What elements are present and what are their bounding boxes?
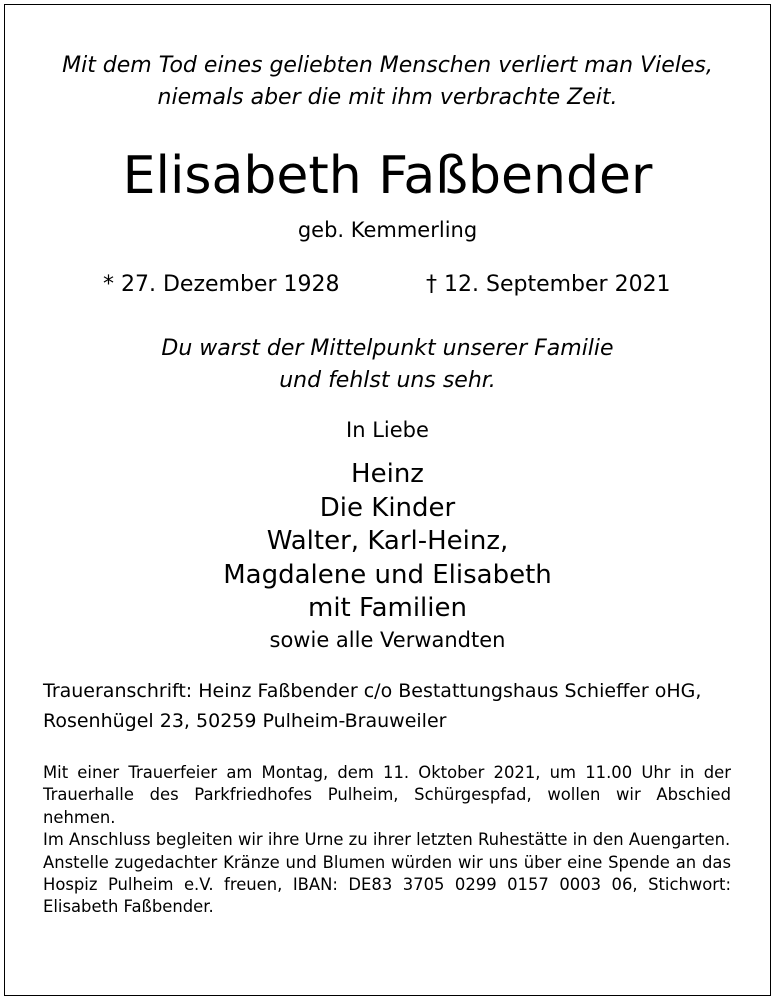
memorial-quote	[0, 333, 775, 397]
burial-paragraph: Im Anschluss begleiten wir ihre Urne zu ihrer letzten Ruhestätte in den Auengarten.	[43, 830, 731, 850]
in-love-intro: In Liebe	[346, 418, 429, 442]
mourner-line: Die Kinder	[319, 492, 456, 523]
deceased-name: Elisabeth Faßbender	[122, 146, 653, 206]
motto-line-2: niemals aber die mit ihm verbrachte Zeit.	[157, 85, 618, 110]
quote-line-2: und fehlst uns sehr.	[279, 368, 496, 393]
relatives-line: sowie alle Verwandten	[269, 628, 506, 652]
mourners-list	[0, 458, 775, 626]
address-line-1: Traueranschrift: Heinz Faßbender c/o Bestattungshaus Schieffer oHG,	[43, 680, 702, 702]
death-date: † 12. September 2021	[426, 272, 671, 297]
motto-line-1: Mit dem Tod eines geliebten Menschen verliert man Vieles,	[62, 53, 713, 78]
mourner-line: Walter, Karl-Heinz,	[266, 526, 509, 556]
ceremony-paragraph: Mit einer Trauerfeier am Montag, dem 11. Oktober 2021, um 11.00 Uhr in der Trauerhalle des Parkfriedhofes Pulheim, Schürgespfad, wollen wir Abschied nehmen.	[43, 763, 731, 827]
mourner-line: Heinz	[351, 459, 424, 489]
birth-name: geb. Kemmerling	[297, 218, 478, 242]
donation-paragraph: Anstelle zugedachter Kränze und Blumen würden wir uns über eine Spende an das Hospiz Pulheim e.V. freuen, IBAN: DE83 3705 0299 0157 0003 06, Stichwort: Elisabeth Faßbender.	[43, 852, 731, 917]
funeral-info	[43, 762, 731, 919]
motto	[0, 50, 775, 114]
quote-line-1: Du warst der Mittelpunkt unserer Familie	[161, 336, 614, 361]
birth-date: * 27. Dezember 1928	[103, 272, 340, 297]
address-line-2: Rosenhügel 23, 50259 Pulheim-Brauweiler	[43, 710, 447, 732]
mourner-line: Magdalene und Elisabeth	[223, 559, 552, 590]
mourning-address	[43, 676, 743, 736]
mourner-line: mit Familien	[308, 593, 467, 623]
